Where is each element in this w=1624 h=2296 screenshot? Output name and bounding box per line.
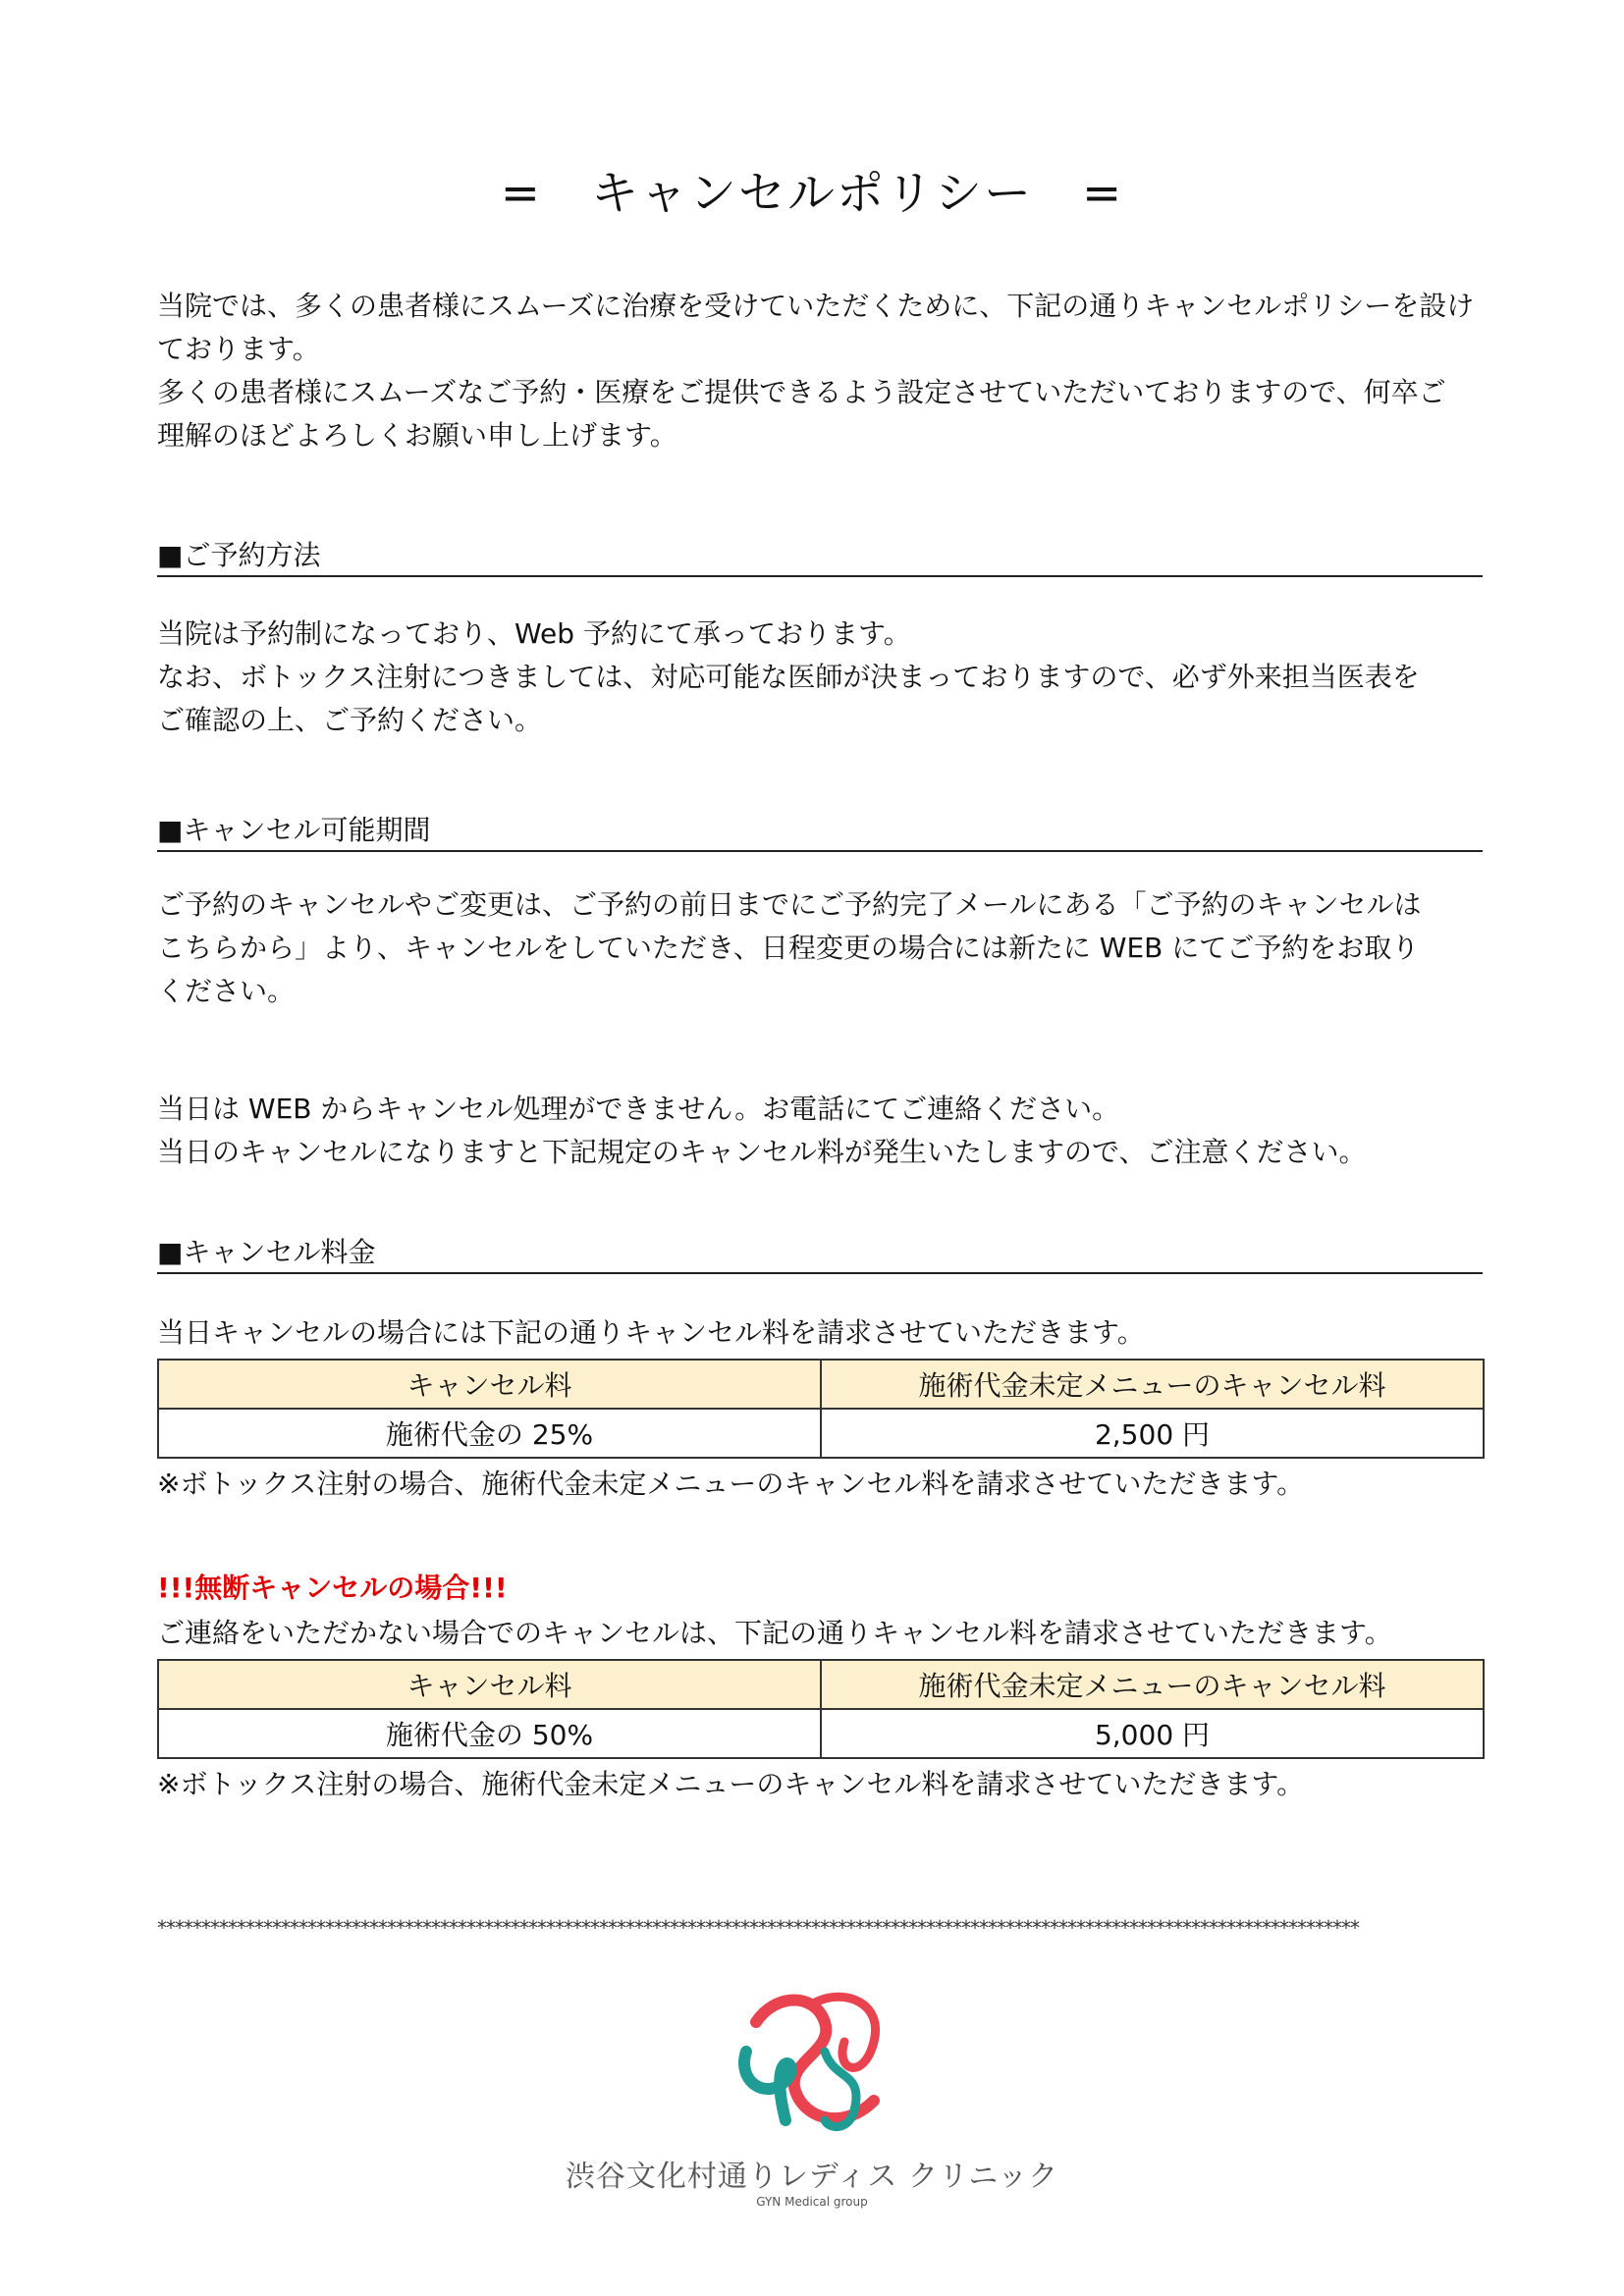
table-row xyxy=(158,1409,1484,1458)
table-header-cell: 施術代金未定メニューのキャンセル料 xyxy=(821,1360,1484,1409)
text-line: なお、ボトックス注射につきましては、対応可能な医師が決まっておりますので、必ず外来担当医表を xyxy=(157,661,1420,693)
same-day-paragraph xyxy=(157,1088,1492,1174)
cancel-fee-intro: 当日キャンセルの場合には下記の通りキャンセル料を請求させていただきます。 xyxy=(157,1316,1145,1349)
cancel-fee-table xyxy=(157,1359,1485,1459)
page-title: = キャンセルポリシー = xyxy=(500,166,1124,221)
text-line: ご予約のキャンセルやご変更は、ご予約の前日までにご予約完了メールにある「ご予約のキャンセルは xyxy=(157,888,1422,921)
intro-line: 理解のほどよろしくお願い申し上げます。 xyxy=(157,419,677,452)
intro-line: 当院では、多くの患者様にスムーズに治療を受けていただくために、下記の通りキャンセルポリシーを設け xyxy=(157,290,1475,322)
table-header-cell: キャンセル料 xyxy=(158,1660,821,1709)
table-header-row xyxy=(158,1360,1484,1409)
table-cell: 5,000 円 xyxy=(821,1709,1484,1758)
table-header-cell: 施術代金未定メニューのキャンセル料 xyxy=(821,1660,1484,1709)
section-heading-cancel-period: ■キャンセル可能期間 xyxy=(157,811,1483,852)
logo-teal-stroke xyxy=(744,2052,791,2120)
text-line: 当日は WEB からキャンセル処理ができません。お電話にてご連絡ください。 xyxy=(157,1093,1120,1125)
table-cell: 2,500 円 xyxy=(821,1409,1484,1458)
table-header-cell: キャンセル料 xyxy=(158,1360,821,1409)
clinic-name: 渋谷文化村通りレディス クリニック xyxy=(565,2160,1059,2194)
intro-paragraph xyxy=(157,285,1492,457)
text-line: ご確認の上、ご予約ください。 xyxy=(157,704,543,736)
botox-note: ※ボトックス注射の場合、施術代金未定メニューのキャンセル料を請求させていただきます。 xyxy=(157,1468,1305,1500)
table-cell: 施術代金の 25% xyxy=(158,1409,821,1458)
clinic-subtitle: GYN Medical group xyxy=(756,2195,868,2209)
text-line: 当日のキャンセルになりますと下記規定のキャンセル料が発生いたしますので、ご注意ください。 xyxy=(157,1136,1367,1168)
section-heading-reservation: ■ご予約方法 xyxy=(157,536,1483,577)
text-line: こちらから」より、キャンセルをしていただき、日程変更の場合には新たに WEB にてご予約をお取り xyxy=(157,932,1420,964)
section-heading-cancel-fee: ■キャンセル料金 xyxy=(157,1233,1483,1274)
cancel-period-paragraph xyxy=(157,883,1492,1013)
intro-line: 多くの患者様にスムーズなご予約・医療をご提供できるよう設定させていただいておりますので、何卒ご xyxy=(157,376,1446,408)
intro-line: ております。 xyxy=(157,333,320,365)
clinic-logo xyxy=(727,1983,903,2150)
text-line: ください。 xyxy=(157,975,296,1007)
table-row xyxy=(158,1709,1484,1758)
text-line: 当院は予約制になっており、Web 予約にて承っております。 xyxy=(157,617,911,650)
table-cell: 施術代金の 50% xyxy=(158,1709,821,1758)
botox-note: ※ボトックス注射の場合、施術代金未定メニューのキャンセル料を請求させていただきます。 xyxy=(157,1768,1305,1800)
separator-line: **************************************************************************************************************************************** xyxy=(157,1916,1359,1940)
no-show-fee-table xyxy=(157,1659,1485,1759)
no-show-intro: ご連絡をいただかない場合でのキャンセルは、下記の通りキャンセル料を請求させていただきます。 xyxy=(157,1617,1392,1649)
table-header-row xyxy=(158,1660,1484,1709)
reservation-paragraph xyxy=(157,613,1492,742)
no-show-warning: !!!無断キャンセルの場合!!! xyxy=(157,1572,508,1604)
